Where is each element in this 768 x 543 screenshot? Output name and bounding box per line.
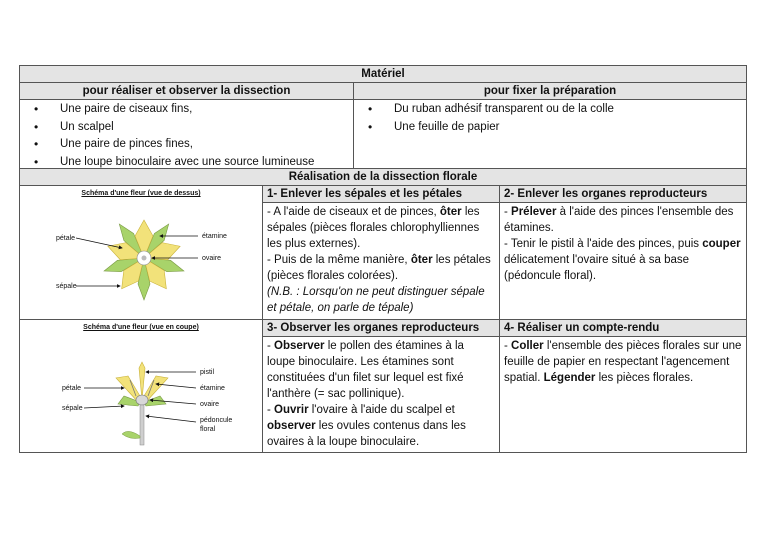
materiel-title: Matériel bbox=[361, 68, 405, 80]
step-3-text bbox=[263, 337, 499, 450]
label-petale: pétale bbox=[62, 385, 82, 392]
label-floral: floral bbox=[200, 426, 216, 433]
flower-top-view-icon bbox=[102, 220, 186, 300]
dissection-title: Réalisation de la dissection florale bbox=[288, 171, 478, 183]
action-verb: observer bbox=[267, 420, 316, 432]
schema-section-view-title: Schéma d'une fleur (vue en coupe) bbox=[83, 324, 199, 331]
step-4-paragraph-1 bbox=[504, 338, 742, 386]
text-span: les sépales (pièces florales chlorophylliennes les plus externes). bbox=[267, 206, 480, 250]
flower-section-figure bbox=[20, 332, 262, 450]
text-span: - bbox=[267, 340, 275, 352]
label-petale: pétale bbox=[56, 235, 76, 242]
materiel-header bbox=[20, 66, 746, 83]
step-1-cell bbox=[262, 186, 499, 319]
schema-section-view bbox=[20, 320, 262, 452]
list-item: • Une feuille de papier bbox=[394, 119, 746, 137]
materiel-right-list bbox=[354, 101, 746, 136]
step-1-paragraph-1 bbox=[267, 204, 495, 252]
materiel-left-header bbox=[20, 83, 353, 99]
list-item: • Un scalpel bbox=[60, 119, 353, 137]
label-ovaire: ovaire bbox=[202, 255, 222, 262]
label-pedoncule: pédoncule bbox=[200, 417, 233, 424]
step-2-title: 2- Enlever les organes reproducteurs bbox=[500, 186, 746, 203]
materiel-right-header bbox=[353, 83, 746, 99]
step-2-paragraph-1 bbox=[504, 204, 742, 236]
step-1-text bbox=[263, 203, 499, 316]
step-4-title: 4- Réaliser un compte-rendu bbox=[500, 320, 746, 337]
action-verb: Observer bbox=[274, 340, 325, 352]
list-item: • Une paire de pinces fines, bbox=[60, 136, 353, 154]
action-verb: ôter bbox=[410, 254, 433, 266]
label-etamine: étamine bbox=[202, 233, 227, 240]
materiel-left-list bbox=[20, 101, 353, 171]
text-span: - bbox=[504, 340, 512, 352]
materiel-lists-row bbox=[20, 100, 746, 169]
schema-top-view-title: Schéma d'une fleur (vue de dessus) bbox=[81, 190, 201, 197]
step-3-title: 3- Observer les organes reproducteurs bbox=[263, 320, 499, 337]
text-span: délicatement l'ovaire situé à sa base (pédoncule floral). bbox=[504, 254, 690, 282]
dissection-header bbox=[20, 169, 746, 186]
action-verb: Légender bbox=[543, 372, 596, 384]
action-verb: couper bbox=[702, 238, 741, 250]
materiel-subheader-row bbox=[20, 83, 746, 100]
text-span: les pièces florales. bbox=[595, 372, 694, 384]
label-sepale: sépale bbox=[56, 283, 77, 290]
text-span: l'ensemble des pièces florales sur une feuille de papier en respectant l'agencement spatial. bbox=[504, 340, 742, 384]
list-item: • Une loupe binoculaire avec une source lumineuse bbox=[60, 154, 353, 172]
text-span: les pétales (pièces florales colorées). bbox=[267, 254, 491, 282]
dissection-row-2 bbox=[20, 320, 746, 452]
step-4-text bbox=[500, 337, 746, 386]
text-span: - Tenir le pistil à l'aide des pinces, puis bbox=[504, 238, 703, 250]
step-1-paragraph-2 bbox=[267, 252, 495, 284]
schema-top-view bbox=[20, 186, 262, 319]
step-2-text bbox=[500, 203, 746, 284]
text-span: - bbox=[504, 206, 512, 218]
flower-top-view-figure bbox=[20, 198, 262, 316]
dissection-row-1 bbox=[20, 186, 746, 320]
label-ovaire: ovaire bbox=[200, 401, 220, 408]
worksheet-table bbox=[19, 65, 747, 453]
step-2-cell bbox=[499, 186, 746, 319]
step-1-note: (N.B. : Lorsqu'on ne peut distinguer sépale et pétale, on parle de tépale) bbox=[267, 286, 485, 314]
label-sepale: sépale bbox=[62, 405, 83, 412]
text-span: le pollen des étamines à la loupe binoculaire. Les étamines sont constituées d'un filet sur lequel est fixé l'anthère (= sac pollinique). bbox=[267, 340, 464, 400]
text-span: - bbox=[267, 404, 275, 416]
action-verb: ôter bbox=[439, 206, 462, 218]
text-span: l'ovaire à l'aide du scalpel et bbox=[308, 404, 455, 416]
step-2-paragraph-2 bbox=[504, 236, 742, 284]
action-verb: Ouvrir bbox=[274, 404, 309, 416]
materiel-right-cell bbox=[353, 100, 746, 168]
step-4-cell bbox=[499, 320, 746, 452]
label-etamine: étamine bbox=[200, 385, 225, 392]
step-1-title: 1- Enlever les sépales et les pétales bbox=[263, 186, 499, 203]
text-span: - A l'aide de ciseaux et de pinces, bbox=[267, 206, 440, 218]
materiel-left-cell bbox=[20, 101, 353, 168]
action-verb: Coller bbox=[511, 340, 544, 352]
step-3-cell bbox=[262, 320, 499, 452]
label-pistil: pistil bbox=[200, 369, 215, 376]
list-item: • Une paire de ciseaux fins, bbox=[60, 101, 353, 119]
text-span: les ovules contenus dans les ovaires à la loupe binoculaire. bbox=[267, 420, 466, 448]
action-verb: Prélever bbox=[511, 206, 557, 218]
flower-section-icon bbox=[116, 362, 168, 445]
text-span: - Puis de la même manière, bbox=[267, 254, 411, 266]
text-span: à l'aide des pinces l'ensemble des étamines. bbox=[504, 206, 734, 234]
materiel-right-title: pour fixer la préparation bbox=[483, 85, 617, 97]
materiel-left-title: pour réaliser et observer la dissection bbox=[82, 85, 291, 97]
list-item: • Du ruban adhésif transparent ou de la colle bbox=[394, 101, 746, 119]
step-3-paragraph-1 bbox=[267, 338, 495, 402]
step-3-paragraph-2 bbox=[267, 402, 495, 450]
